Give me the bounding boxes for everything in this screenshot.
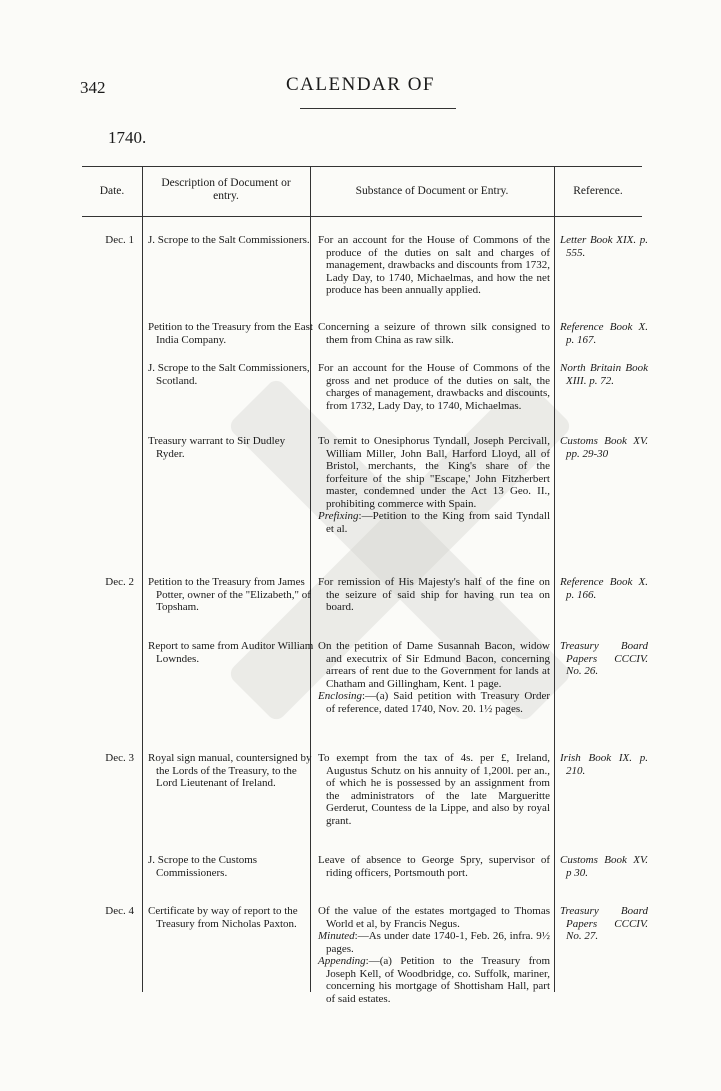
entry-substance: [318, 854, 550, 879]
entry-note: [318, 690, 550, 715]
substance-text: For an account for the House of Commons of the gross and net produce of the duties on salt, the charges of management, drawbacks and discounts, from 1732, Lady Day, to 1740, Michaelmas.: [318, 362, 550, 412]
entry-reference: Treasury Board Papers CCCIV. No. 26.: [560, 640, 648, 677]
entry-description: J. Scrope to the Salt Commissioners, Scotland.: [148, 362, 310, 387]
column-divider: [554, 166, 555, 992]
substance-text: Concerning a seizure of thrown silk consigned to them from China as raw silk.: [318, 321, 550, 346]
note-label: Appending: [318, 955, 366, 967]
header-rule: [300, 108, 456, 109]
entry-substance: [318, 321, 550, 346]
column-header-substance: Substance of Document or Entry.: [355, 185, 509, 197]
year-heading: 1740.: [108, 128, 147, 147]
entry-substance: [318, 905, 550, 1005]
entry-reference: Treasury Board Papers CCCIV. No. 27.: [560, 905, 648, 942]
column-header-reference: Reference.: [573, 185, 623, 197]
note-text: :—Petition to the King from said Tyndall et al.: [326, 510, 550, 535]
entry-date: Dec. 4: [105, 905, 134, 917]
entry-description: Report to same from Auditor William Lowndes.: [148, 640, 314, 665]
entry-substance: [318, 640, 550, 715]
entry-substance: [318, 362, 550, 412]
substance-text: To remit to Onesiphorus Tyndall, Joseph Percivall, William Miller, John Ball, Harford Lloyd, all of Bristol, merchants, the King's share of the forfeiture of the ship "Escape,' John Fitzherbert master, condemned under the Act 13 Geo. II., prohibiting commerce with Spain.: [318, 435, 550, 510]
note-label: Minuted: [318, 930, 355, 942]
entry-substance: [318, 435, 550, 535]
entry-date: Dec. 3: [105, 752, 134, 764]
substance-text: On the petition of Dame Susannah Bacon, widow and executrix of Sir Edmund Bacon, concerning arrears of rent due to the Government for lands at Chatham and Gillingham, Kent. 1 page.: [318, 640, 550, 690]
column-divider: [142, 166, 143, 992]
table-header-rule: [82, 216, 642, 217]
entry-description: J. Scrope to the Salt Commissioners.: [148, 234, 310, 246]
entry-description: Royal sign manual, countersigned by the Lords of the Treasury, to the Lord Lieutenant of Ireland.: [148, 752, 312, 789]
column-header-description: Description of Document or entry.: [161, 177, 291, 202]
entry-description: Certificate by way of report to the Treasury from Nicholas Paxton.: [148, 905, 298, 930]
entry-reference: North Britain Book XIII. p. 72.: [560, 362, 648, 387]
entry-description: J. Scrope to the Customs Commissioners.: [148, 854, 258, 879]
entry-reference: Reference Book X. p. 167.: [560, 321, 648, 346]
column-header-date: Date.: [99, 185, 125, 197]
entry-description: Treasury warrant to Sir Dudley Ryder.: [148, 435, 286, 460]
entry-note: [318, 510, 550, 535]
entry-description: Petition to the Treasury from James Potter, owner of the "Elizabeth," of Topsham.: [148, 576, 311, 613]
substance-text: Of the value of the estates mortgaged to Thomas World et al, by Francis Negus.: [318, 905, 550, 930]
page-number: 342: [80, 78, 106, 97]
entry-date: Dec. 1: [105, 234, 134, 246]
substance-text: Leave of absence to George Spry, supervisor of riding officers, Portsmouth port.: [318, 854, 550, 879]
entry-reference: Reference Book X. p. 166.: [560, 576, 648, 601]
entry-reference: Irish Book IX. p. 210.: [560, 752, 648, 777]
entry-substance: [318, 576, 550, 614]
entry-substance: [318, 234, 550, 297]
entry-reference: Letter Book XIX. p. 555.: [560, 234, 648, 259]
entry-substance: [318, 752, 550, 827]
entry-reference: Customs Book XV. p 30.: [560, 854, 648, 879]
substance-text: To exempt from the tax of 4s. per £, Ireland, Augustus Schutz on his annuity of 1,200l. per an., of which he is possessed by an assignment from the administrators of the late Margueritte Gerderut, Countess de la Lippe, and also by royal grant.: [318, 752, 550, 827]
entry-reference: Customs Book XV. pp. 29-30: [560, 435, 648, 460]
entry-description: Petition to the Treasury from the East India Company.: [148, 321, 313, 346]
substance-text: For an account for the House of Commons of the produce of the duties on salt and charges of management, drawbacks and discounts from 1732, Lady Day, to 1740, Michaelmas, and how the net produce has been annually applied.: [318, 234, 550, 296]
note-label: Enclosing: [318, 690, 362, 702]
substance-text: For remission of His Majesty's half of the fine on the seizure of said ship for having run tea on board.: [318, 576, 550, 613]
note-text: :—(a) Petition to the Treasury from Joseph Kell, of Woodbridge, co. Suffolk, mariner, concerning his mortgage of Shottisham Hall, part of said estates.: [326, 955, 550, 1005]
note-label: Prefixing: [318, 510, 359, 522]
table-top-rule: [82, 166, 642, 167]
entry-date: Dec. 2: [105, 576, 134, 588]
entry-note: [318, 955, 550, 1005]
note-text: :—As under date 1740-1, Feb. 26, infra. 9½ pages.: [326, 930, 550, 955]
note-text: :—(a) Said petition with Treasury Order of reference, dated 1740, Nov. 20. 1½ pages.: [326, 690, 550, 715]
calendar-table: [82, 166, 648, 1020]
running-title: CALENDAR OF: [286, 74, 435, 95]
entry-note: [318, 930, 550, 955]
